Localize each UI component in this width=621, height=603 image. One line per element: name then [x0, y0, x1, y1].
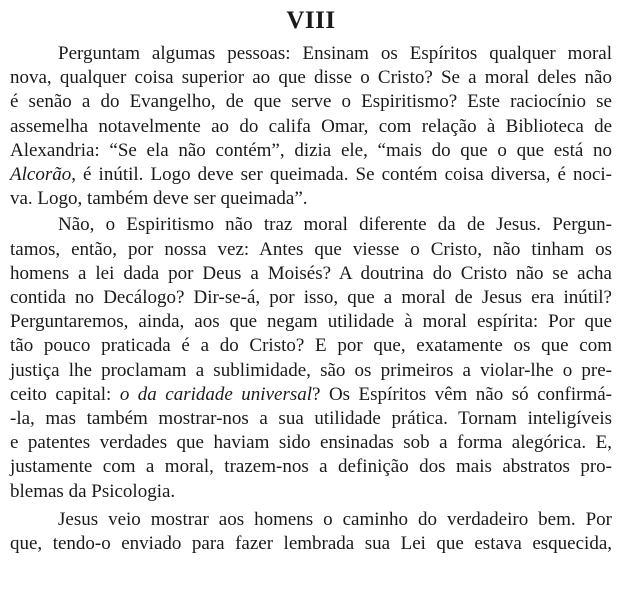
- text-line: tão pouco praticada é a do Cristo? E por que, exatamente os que com: [10, 335, 612, 357]
- text-line: Perguntaremos, ainda, aos que negam utilidade à moral espírita: Por que: [10, 311, 612, 333]
- text-line: [10, 383, 612, 407]
- text-line: blemas da Psicologia.: [10, 480, 176, 502]
- paragraph-2: [10, 213, 612, 503]
- italic-term: Alcorão: [10, 164, 72, 186]
- text-line: homens a lei dada por Deus a Moisés? A doutrina do Cristo não se acha: [10, 262, 612, 284]
- text-line: -la, mas também mostrar-nos a sua utilidade prática. Tornam inteligíveis: [10, 408, 612, 430]
- text-line: justiça lhe proclamam a sublimidade, são os primeiros a violar-lhe o pre-: [10, 359, 612, 381]
- text-line: assemelha notavelmente ao do califa Omar, com relação à Biblioteca de: [10, 115, 612, 137]
- italic-phrase: o da caridade universal: [119, 383, 313, 405]
- text-line: Perguntam algumas pessoas: Ensinam os Espíritos qualquer moral: [58, 43, 612, 64]
- text-fragment: , é inútil. Logo deve ser queimada. Se contém coisa diversa, é noci-: [71, 164, 612, 186]
- paragraph-1: [10, 42, 612, 211]
- text-line: contida no Decálogo? Dir-se-á, por isso, que a moral de Jesus era inútil?: [10, 287, 612, 309]
- text-line: Não, o Espiritismo não traz moral diferente da de Jesus. Pergun-: [58, 214, 612, 236]
- text-line: e patentes verdades que haviam sido ensinadas sob a forma alegórica. E,: [10, 432, 612, 454]
- text-line: Alexandria: “Se ela não contém”, dizia ele, “mais do que o que está no: [10, 139, 612, 161]
- text-line: Jesus veio mostrar aos homens o caminho do verdadeiro bem. Por: [58, 508, 612, 530]
- text-line: que, tendo-o enviado para fazer lembrada sua Lei que estava esquecida,: [10, 533, 612, 555]
- text-line: justamente com a moral, trazem-nos a definição dos mais abstratos pro-: [10, 456, 612, 478]
- text-line: é senão a do Evangelho, de que serve o Espiritismo? Este raciocínio se: [10, 91, 612, 113]
- text-fragment: ? Os Espíritos vêm não só confirmá-: [312, 383, 612, 405]
- text-fragment: ceito capital:: [10, 383, 120, 405]
- text-line: [10, 163, 612, 187]
- text-line: va. Logo, também deve ser queimada”.: [10, 188, 308, 210]
- text-line: tamos, então, por nossa vez: Antes que viesse o Cristo, não tinham os: [10, 238, 612, 260]
- chapter-title: VIII: [286, 7, 336, 34]
- document-page: [10, 6, 612, 556]
- text-line: nova, qualquer coisa superior ao que disse o Cristo? Se a moral deles não: [10, 67, 612, 89]
- paragraph-3: [10, 508, 612, 556]
